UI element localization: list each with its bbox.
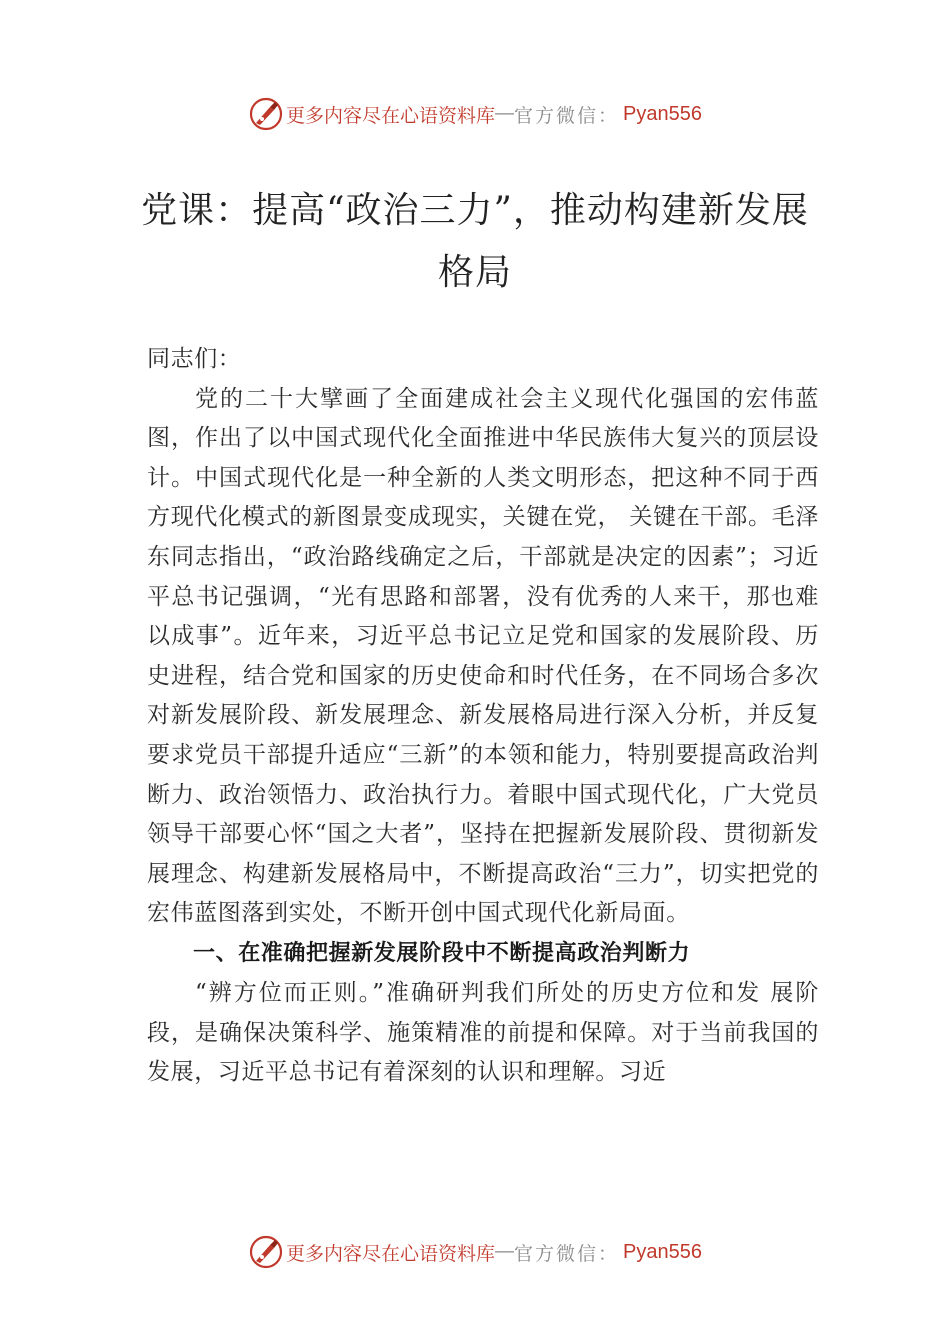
paragraph-intro: 党的二十大擘画了全面建成社会主义现代化强国的宏伟蓝图，作出了以中国式现代化全面推进中华民族伟大复兴的顶层设计。中国式现代化是一种全新的人类文明形态，把这种不同于西方现代化模式的新图景变成现实，关键在党， 关键在干部。毛泽东同志指出，“政治路线确定之后，干部就是决定的因素”；习近平总书记强调，“光有思路和部署，没有优秀的人来干，那也难以成事”。近年来，习近平总书记立足党和国家的发展阶段、历史进程，结合党和国家的历史使命和时代任务，在不同场合多次对新发展阶段、新发展理念、新发展格局进行深入分析，并反复要求党员干部提升适应“三新”的本领和能力，特别要提高政治判断力、政治领悟力、政治执行力。着眼中国式现代化，广大党员领导干部要心怀“国之大者”，坚持在把握新发展阶段、贯彻新发展理念、构建新发展格局中，不断提高政治“三力”，切实把党的宏伟蓝图落到实处，不断开创中国式现代化新局面。	[147, 385, 819, 927]
pen-nib-logo-icon	[248, 1234, 284, 1270]
header-watermark-banner	[0, 94, 950, 134]
wechat-id: Pyan556	[623, 102, 702, 125]
title-line-2: 格局	[437, 252, 512, 293]
brand-text: 更多内容尽在心语资料库	[286, 1242, 496, 1265]
footer-watermark-banner	[0, 1232, 950, 1272]
wechat-id: Pyan556	[623, 1240, 702, 1263]
paragraph-section-1: “辨方位而正则。”准确研判我们所处的历史方位和发 展阶段，是确保决策科学、施策精准的前提和保障。对于当前我国的发展，习近平总书记有着深刻的认识和理解。习近	[147, 979, 819, 1086]
title-line-1: 党课：提高“政治三力”，推动构建新发展	[141, 190, 809, 231]
official-wechat-label: 官方微信：	[514, 104, 620, 127]
document-body	[147, 340, 819, 1093]
official-wechat-label: 官方微信：	[514, 1242, 620, 1265]
document-title	[120, 180, 830, 304]
banner-dash: —	[495, 103, 515, 124]
section-heading-1: 一、在准确把握新发展阶段中不断提高政治判断力	[193, 940, 691, 966]
brand-text: 更多内容尽在心语资料库	[286, 104, 496, 127]
salutation: 同志们：	[147, 346, 242, 372]
pen-nib-logo-icon	[248, 96, 284, 132]
banner-dash: —	[495, 1241, 515, 1262]
